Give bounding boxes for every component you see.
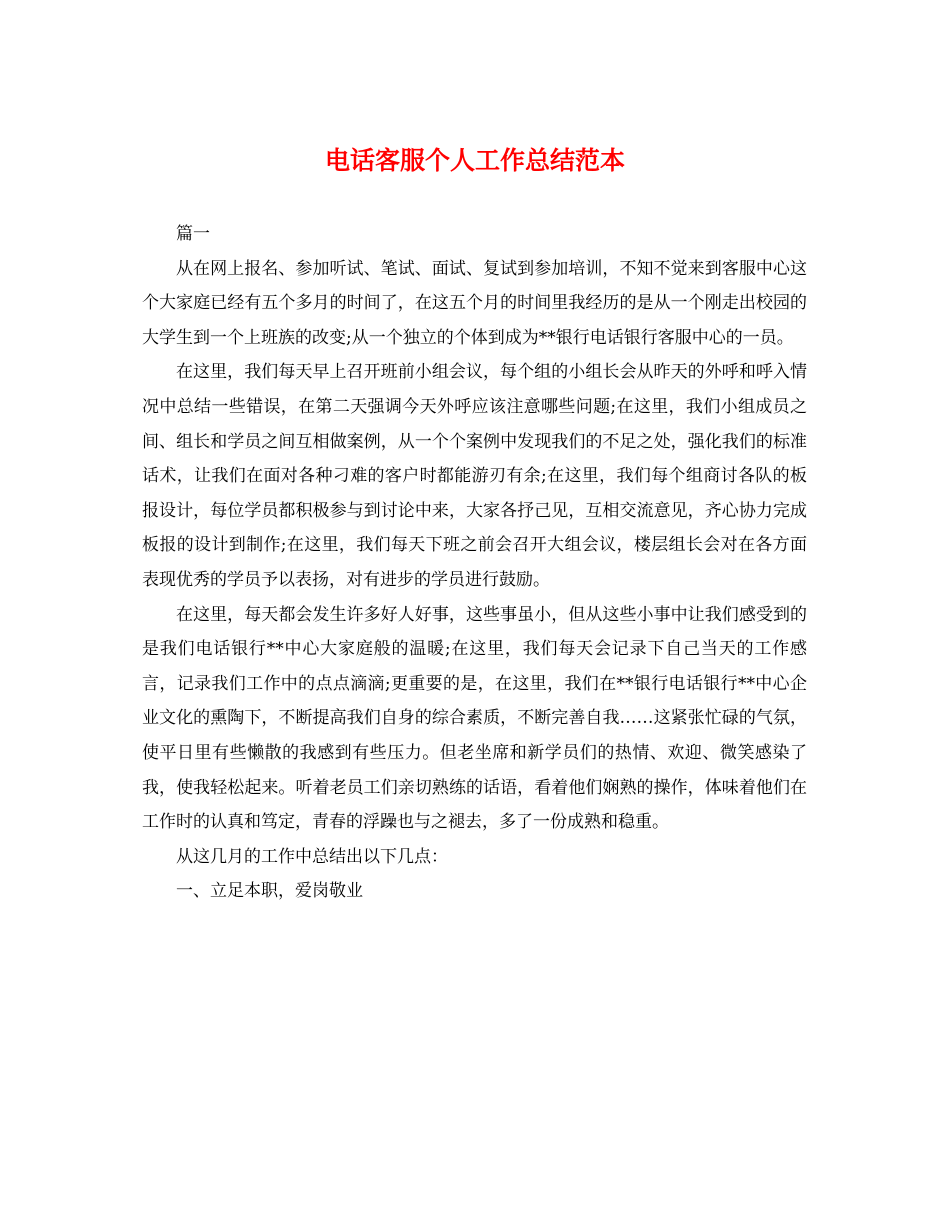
- body-paragraph: 从在网上报名、参加听试、笔试、面试、复试到参加培训，不知不觉来到客服中心这个大家庭已经有五个多月的时间了，在这五个月的时间里我经历的是从一个刚走出校园的大学生到一个上班族的改变;从一个独立的个体到成为**银行电话银行客服中心的一员。: [142, 258, 807, 348]
- body-paragraph: 在这里，我们每天早上召开班前小组会议，每个组的小组长会从昨天的外呼和呼入情况中总结一些错误，在第二天强调今天外呼应该注意哪些问题;在这里，我们小组成员之间、组长和学员之间互相做案例，从一个个案例中发现我们的不足之处，强化我们的标准话术，让我们在面对各种刁难的客户时都能游刃有余;在这里，我们每个组商讨各队的板报设计，每位学员都积极参与到讨论中来，大家各抒己见，互相交流意见，齐心协力完成板报的设计到制作;在这里，我们每天下班之前会召开大组会议，楼层组长会对在各方面表现优秀的学员予以表扬，对有进步的学员进行鼓励。: [142, 362, 807, 590]
- body-paragraph: 从这几月的工作中总结出以下几点：: [176, 846, 448, 867]
- body-paragraph: 在这里，每天都会发生许多好人好事，这些事虽小，但从这些小事中让我们感受到的是我们电话银行**中心大家庭般的温暖;在这里，我们每天会记录下自己当天的工作感言，记录我们工作中的点点滴滴;更重要的是，在这里，我们在**银行电话银行**中心企业文化的熏陶下，不断提高我们自身的综合素质，不断完善自我……这紧张忙碌的气氛，使平日里有些懒散的我感到有些压力。但老坐席和新学员们的热情、欢迎、微笑感染了我，使我轻松起来。听着老员工们亲切熟练的话语，看着他们娴熟的操作，体味着他们在工作时的认真和笃定，青春的浮躁也与之褪去，多了一份成熟和稳重。: [142, 604, 807, 833]
- subsection-heading: 一、立足本职，爱岗敬业: [176, 881, 363, 902]
- document-body: [142, 217, 807, 909]
- section-heading: 篇一: [176, 224, 210, 244]
- document-title: 电话客服个人工作总结范本: [324, 146, 625, 175]
